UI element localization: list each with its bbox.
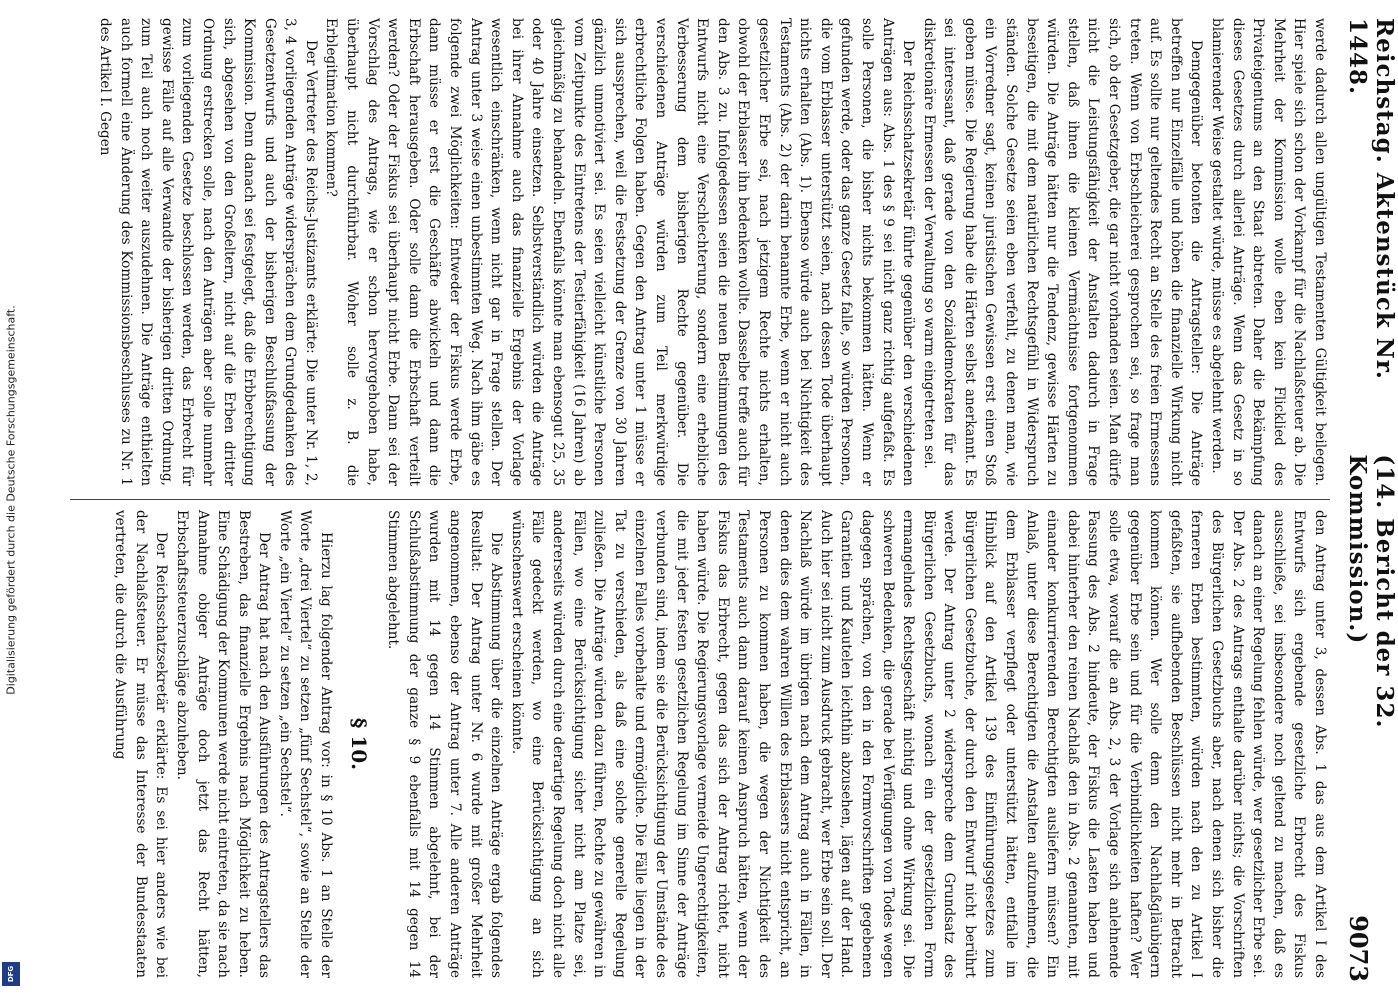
paragraph: Demgegenüber betonten die Antragsteller: Die Anträge betreffen nur Einzelfälle und höben die finanzielle Wirkung nicht auf. Es sollte nur geltendes Recht an Stelle des freien Ermessens treten. Wenn von Erbschleicherei gesprochen sei, so frage man sich, ob der Gesetzgeber, die gar nicht vorhanden seien. Man dürfe nicht die Leistungsfähigkeit der Anstalten dadurch in Frage stellen, daß ihnen die kleinen Vermächtnisse fortgenommen würden. Die Anträge hätten nur die Tendenz, gewisse Härten zu beseitigen, die mit dem natürlichen Rechtsgefühl in Widerspruch ständen. Solche Gesetze seien eben verfehlt, zu denen man, wie ein Vorredner sagt, keinen juristischen Gewissen erst einen Stoß geben müsse. Die Regierung habe die Härten selbst anerkannt. Es sei interessant, daß gerade von den Sozialdemokraten für das diskretionäre Ermessen der Verwaltung so warm eingetreten sei. <box>920 18 1205 486</box>
column-divider <box>70 499 1330 500</box>
document-page <box>52 10 1398 990</box>
section-heading: § 10. <box>346 717 371 771</box>
paragraph: Die Abstimmung über die einzelnen Anträge ergab folgendes Resultat: Der Antrag unter Nr. 6 wurde mit großer Mehrheit angenommen, ebenso der Antrag unter 7. Alle anderen Anträge wurden mit 14 gegen 14 Stimmen abgelehnt, bei der Schlußabstimmung der ganze § 9 ebenfalls mit 14 gegen 14 Stimmen abgelehnt. <box>385 510 505 978</box>
digitization-credit: Digitalisierung gefördert durch die Deutsche Forschungsgemeinschaft. <box>4 305 18 695</box>
dfg-logo: DFG <box>2 962 20 986</box>
paragraph: Der Reichsschatzsekretär erklärte: Es sei hier anders wie bei der Nachlaßsteuer. Er müsse das Interesse der Bundesstaaten vertreten, die durch die Ausführung <box>112 510 170 978</box>
right-column <box>60 510 1330 978</box>
paragraph: werde dadurch allen ungültigen Testamenten Gültigkeit beilegen. Hier spiele sich schon der Vorkampf für die Nachlaßsteuer ab. Die Mehrheit der Kommission wolle eben kein Flicklied des Privateigentums an den Staat abtreten. Daher die Bekämpfung dieses Gesetzes durch allerlei Anträge. Wenn das Gesetz in so blamierender Weise gestaltet würde, müsse es abgelehnt werden. <box>1209 18 1328 486</box>
header-subtitle: (14. Bericht der 32. Kommission.) <box>1344 454 1398 729</box>
header-title: Reichstag. Aktenstück Nr. 1448. <box>1344 18 1398 380</box>
paragraph: Hierzu lag folgender Antrag vor: in § 10 Abs. 1 an Stelle der Worte „drei Viertel“ zu setzen „fünf Sechstel“, sowie an Stelle der Worte „ein Viertel“ zu setzen „ein Sechstel“. <box>276 510 335 978</box>
paragraph: Der Vertreter des Reichs-Justizamts erklärte: Die unter Nr. 1, 2, 3, 4 vorliegenden Anträge widersprächen dem Grundgedanken des Gesetzentwurfs und auch der bisherigen Beschlußfassung der Kommission. Denn danach sei festgelegt, daß die Erbberechtigung sich, abgesehen von den Großeltern, nicht auf die Erben dritter Ordnung erstrecken solle, nach den Anträgen aber solle nunmehr zum vorliegenden Gesetze beschlossen werden, das Erbrecht für gewisse Fälle auf alle Verwandte der bisherigen dritten Ordnung, zum Teil auch noch weiter auszudehnen. Die Anträge enthielten auch formell eine Änderung des Kommissionsbeschlusses zu Nr. 1 des Artikel I. Gegen <box>96 18 319 486</box>
paragraph: Der Reichsschatzsekretär führte gegenüber den verschiedenen Anträgen aus: Abs. 1 des § 9 sei nicht ganz richtig aufgefaßt. Es solle Personen, die bisher nichts bekommen hätten. Wenn er gefunden werde, oder das ganze Gesetz falle, so würden Personen, die vom Erblasser unterstützt seien, nach dessen Tode überhaupt nichts erhalten (Abs. 1). Ebenso würde auch bei Nichtigkeit des Testaments (Abs. 2) der darin benannte Erbe, wenn er nicht auch gesetzlicher Erbe sei, nach jetzigem Rechte nichts erhalten, obwohl der Erblasser ihn bedenken wollte. Dasselbe treffe auch für den Abs. 3 zu. Infolgedessen seien die neuen Bestimmungen des Entwurfs nicht eine Verschlechterung, sondern eine erhebliche Verbesserung dem bisherigen Rechte gegenüber. Die verschiedenen Anträge würden zum Teil merkwürdige erbrechtliche Folgen haben. Gegen den Antrag unter 1 müsse er sich aussprechen, weil die Festsetzung der Grenze von 30 Jahren gänzlich unmotiviert sei. Es seien vielleicht künstliche Personen vom Zeitpunkte des Eintretens der Testierfähigkeit (16 Jahren) ab gleichmäßig zu behandeln. Ebenfalls könnte man ebensogut 25, 35 oder 40 Jahre einsetzen. Selbstverständlich würden die Anträge bei ihrer Annahme auch das finanzielle Ergebnis der Vorlage wesentlich einschränken, wenn nicht gar in Frage stellen. Der Antrag unter 3 weise einen unbestimmten Weg. Nach ihm gäbe es folgende zwei Möglichkeiten: Entweder der Fiskus werde Erbe, dann müsse er erst die Geschäfte abwickeln und dann die Erbschaft herausgeben. Oder solle dann die Erbschaft verteilt werden? Oder der Fiskus sei überhaupt nicht Erbe. Dann sei der Vorschlag des Antrags, wie er schon hervorgehoben habe, überhaupt nicht durchführbar. Woher solle z. B. die Erblegitimation kommen? <box>323 18 917 486</box>
paragraph: den Antrag unter 3, dessen Abs. 1 das aus dem Artikel I des Entwurfs sich ergebende gesetzliche Erbrecht des Fiskus ausschließe, sei insbesondere noch geltend zu machen, daß es danach an einer Regelung fehlen würde, wer gesetzlicher Erbe sei. Der Abs. 2 des Antrags enthalte darüber nichts; die Vorschriften des Bürgerlichen Gesetzbuchs aber, nach denen sich bisher die ferneren Erben bestimmten, würden nach den zu Artikel I gefaßten, sie aufhebenden Beschlüssen nicht mehr in Betracht kommen können. Wer solle denn den Nachlaßgläubigern gegenüber Erbe sein und für die Verbindlichkeiten haften? Wer solle etwa, worauf die an Abs. 2, 3 der Vorlage sich anlehnende Fassung des Abs. 2 hindeute, der Fiskus die Lasten haben und dabei hinterher den reinen Nachlaß den in Abs. 2 genannten, mit einander konkurrierenden Berechtigten ausliefern müssen? Ein Anlaß, unter diese Berechtigten die Anstalten aufzunehmen, die dem Erblasser verpflegt oder unterstützt hätten, entfalle im Hinblick auf den Artikel 139 des Einführungsgesetzes zum Bürgerlichen Gesetzbuche, der durch den Entwurf nicht berührt werde. Der Antrag unter 2 widerspreche dem Grundsatz des Bürgerlichen Gesetzbuchs, wonach ein der gesetzlichen Form ermangelndes Rechtsgeschäft nichtig und ohne Wirkung sei. Die schweren Bedenken, die gerade bei Verfügungen von Todes wegen dagegen sprächen, von den in den Formvorschriften gegebenen Garantien und Kautelen leichthin abzusehen, lägen auf der Hand. Auch hier sei nicht zum Ausdruck gebracht, wer Erbe sein soll. Der Nachlaß würde im übrigen nach dem Antrag auch in Fällen, in denen dies dem wahren Willen des Erblassers nicht entspricht, an Personen zu kommen haben, die wegen der Nichtigkeit des Testaments auch dann darauf keinen Anspruch hätten, wenn der Fiskus das Erbrecht, gegen das sich der Antrag richtet, nicht haben würde. Die Regierungsvorlage vermeide Ungerechtigkeiten, die mit jeder festen gesetzlichen Regelung im Sinne der Anträge verbunden sind, indem sie die Berücksichtigung der Umstände des einzelnen Falles vorbehalte und ermögliche. Die Fälle liegen in der Tat zu verschieden, als daß eine solche generelle Regelung zuließen. Die Anträge würden dazu führen, Rechte zu gewähren in Fällen, wo eine Berücksichtigung sicher nicht am Platze sei, andererseits würden durch eine derartige Regelung doch nicht alle Fälle gedeckt werden, wo eine Berücksichtigung an sich wünschenswert erscheinen könnte. <box>508 510 1328 978</box>
digitization-footer <box>0 0 22 1000</box>
page-number: 9073 <box>1344 915 1373 982</box>
left-column <box>60 18 1330 486</box>
paragraph: Der Antrag hat nach den Ausführungen des Antragstellers das Bestreben, das finanzielle Ergebnis nach Möglichkeit zu heben. Eine Schädigung der Kommunen werde nicht eintreten, da sie nach Annahme obiger Anträge doch jetzt das Recht hätten, Erbschaftssteuerzuschläge abzuheben. <box>173 510 273 979</box>
page-header <box>1344 10 1398 990</box>
